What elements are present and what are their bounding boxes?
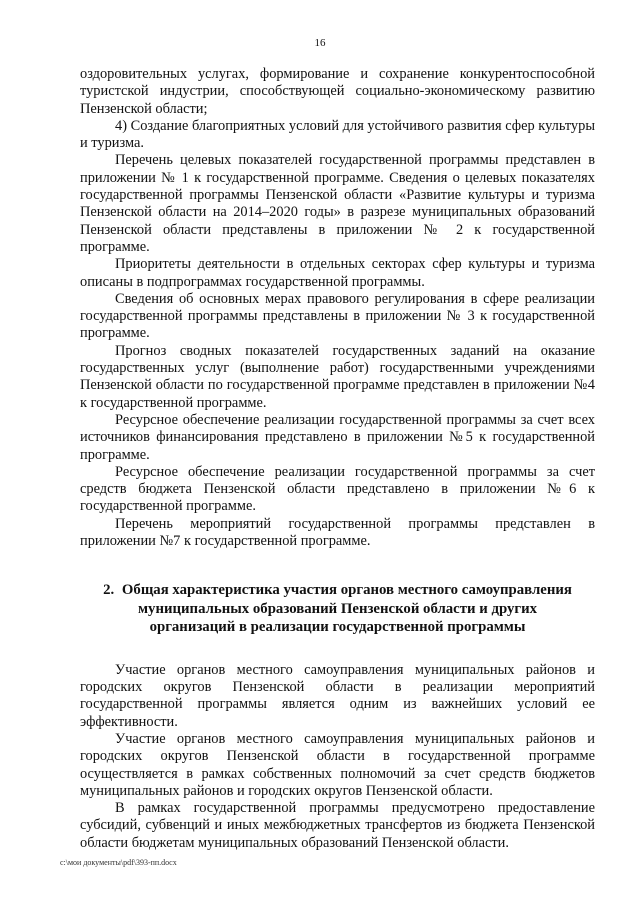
page-number: 16 (314, 37, 326, 49)
paragraph: оздоровительных услугах, формирование и сохранение конкурентоспособной туристской индустрии, способствующей социально-экономическому развитию Пензенской области; (80, 66, 595, 117)
section-heading-line (80, 581, 595, 600)
section-number: 2. (103, 582, 115, 599)
file-path-footer: c:\мои документы\pdf\393-пп.docx (60, 858, 177, 867)
paragraph: Приоритеты деятельности в отдельных секторах сфер культуры и туризма описаны в подпрограммах государственной программы. (80, 256, 595, 290)
paragraph: Прогноз сводных показателей государственных заданий на оказание государственных услуг (выполнение работ) государственными учреждениями Пензенской области по государственной программе представлен в приложении №4 к государственной программе. (80, 342, 595, 411)
paragraph: Участие органов местного самоуправления муниципальных районов и городских округов Пензенской области в реализации мероприятий государственной программы является одним из важнейших условий ее эффективности. (80, 661, 595, 730)
section-title-line-3: организаций в реализации государственной программы (149, 619, 526, 636)
paragraph: Ресурсное обеспечение реализации государственной программы за счет средств бюджета Пензенской области представлено в приложении №6 к государственной программе. (80, 463, 595, 515)
section-heading (80, 581, 595, 637)
paragraph: 4) Создание благоприятных условий для устойчивого развития сфер культуры и туризма. (80, 117, 595, 152)
section-title-line-2: муниципальных образований Пензенской области и других (137, 600, 538, 617)
paragraph: Ресурсное обеспечение реализации государственной программы за счет всех источников финансирования представлено в приложении №5 к государственной программе. (80, 411, 595, 463)
paragraph: Перечень мероприятий государственной программы представлен в приложении №7 к государственной программе. (80, 515, 595, 550)
document-body (80, 66, 595, 852)
paragraph: Участие органов местного самоуправления муниципальных районов и городских округов Пензенской области в государственной программе осуществляется в рамках собственных полномочий за счет средств бюджетов муниципальных районов и городских округов Пензенской области. (80, 731, 595, 799)
paragraph: В рамках государственной программы предусмотрено предоставление субсидий, субвенций и иных межбюджетных трансфертов из бюджета Пензенской области бюджетам муниципальных образований Пензенской области. (80, 800, 595, 851)
paragraph: Перечень целевых показателей государственной программы представлен в приложении № 1 к государственной программе. Сведения о целевых показателях государственной программы Пензенской области «Развитие культуры и туризма Пензенской области на 2014–2020 годы» в разрезе муниципальных образований Пензенской области представлены в приложении № 2 к государственной программе. (80, 152, 595, 255)
paragraph: Сведения об основных мерах правового регулирования в сфере реализации государственной программы представлены в приложении № 3 к государственной программе. (80, 290, 595, 342)
section-title-line-1: Общая характеристика участия органов местного самоуправления (121, 582, 572, 599)
